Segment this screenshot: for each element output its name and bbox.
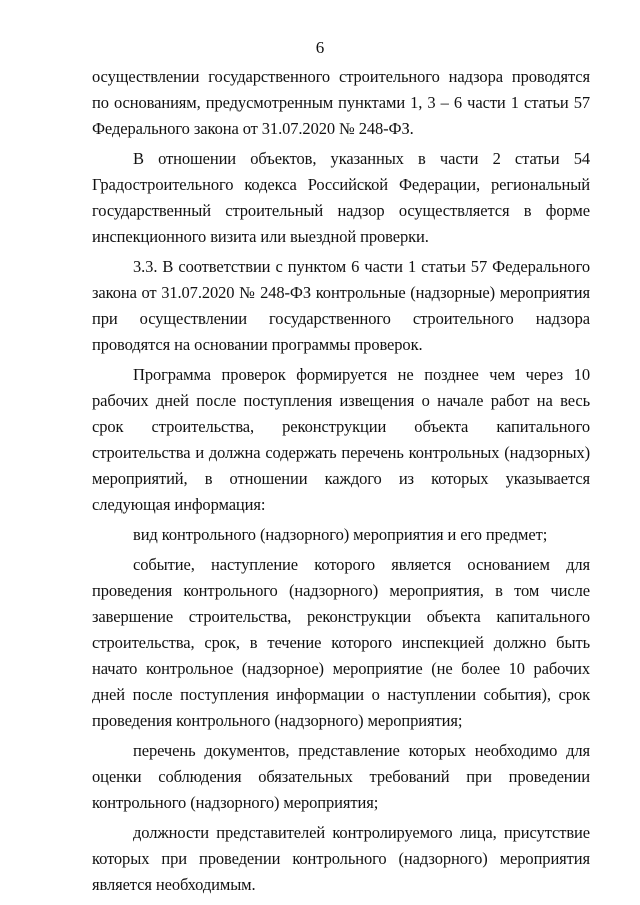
paragraph-inspection-program: Программа проверок формируется не позднее чем через 10 рабочих дней после поступления извещения о начале работ на весь срок строительства, реконструкции объекта капитального строительства и должна содержать перечень контрольных (надзорных) мероприятий, в отношении каждого из которых указывается следующая информация: bbox=[92, 365, 590, 514]
paragraph-3-3: 3.3. В соответствии с пунктом 6 части 1 статьи 57 Федерального закона от 31.07.2020 № 248-ФЗ контрольные (надзорные) мероприятия при осуществлении государственного строительного надзора проводятся на основании программы проверок. bbox=[92, 257, 590, 354]
document-body bbox=[92, 64, 590, 898]
paragraph-continuation: осуществлении государственного строительного надзора проводятся по основаниям, предусмотренным пунктами 1, 3 – 6 части 1 статьи 57 Федерального закона от 31.07.2020 № 248-ФЗ. bbox=[92, 67, 590, 138]
list-item-event: событие, наступление которого является основанием для проведения контрольного (надзорного) мероприятия, в том числе завершение строительства, реконструкции объекта капитального строительства, срок, в течение которого инспекцией должно быть начато контрольное (надзорное) мероприятие (не более 10 рабочих дней после поступления информации о наступлении события), срок проведения контрольного (надзорного) мероприятия; bbox=[92, 555, 590, 730]
list-item-type-and-subject: вид контрольного (надзорного) мероприятия и его предмет; bbox=[133, 525, 548, 544]
paragraph-objects-regional-supervision: В отношении объектов, указанных в части 2 статьи 54 Градостроительного кодекса Российской Федерации, региональный государственный строительный надзор осуществляется в форме инспекционного визита или выездной проверки. bbox=[92, 149, 590, 246]
list-item-representatives: должности представителей контролируемого лица, присутствие которых при проведении контрольного (надзорного) мероприятия является необходимым. bbox=[92, 823, 590, 894]
page-number: 6 bbox=[315, 38, 325, 57]
list-item-documents: перечень документов, представление которых необходимо для оценки соблюдения обязательных требований при проведении контрольного (надзорного) мероприятия; bbox=[92, 741, 590, 812]
